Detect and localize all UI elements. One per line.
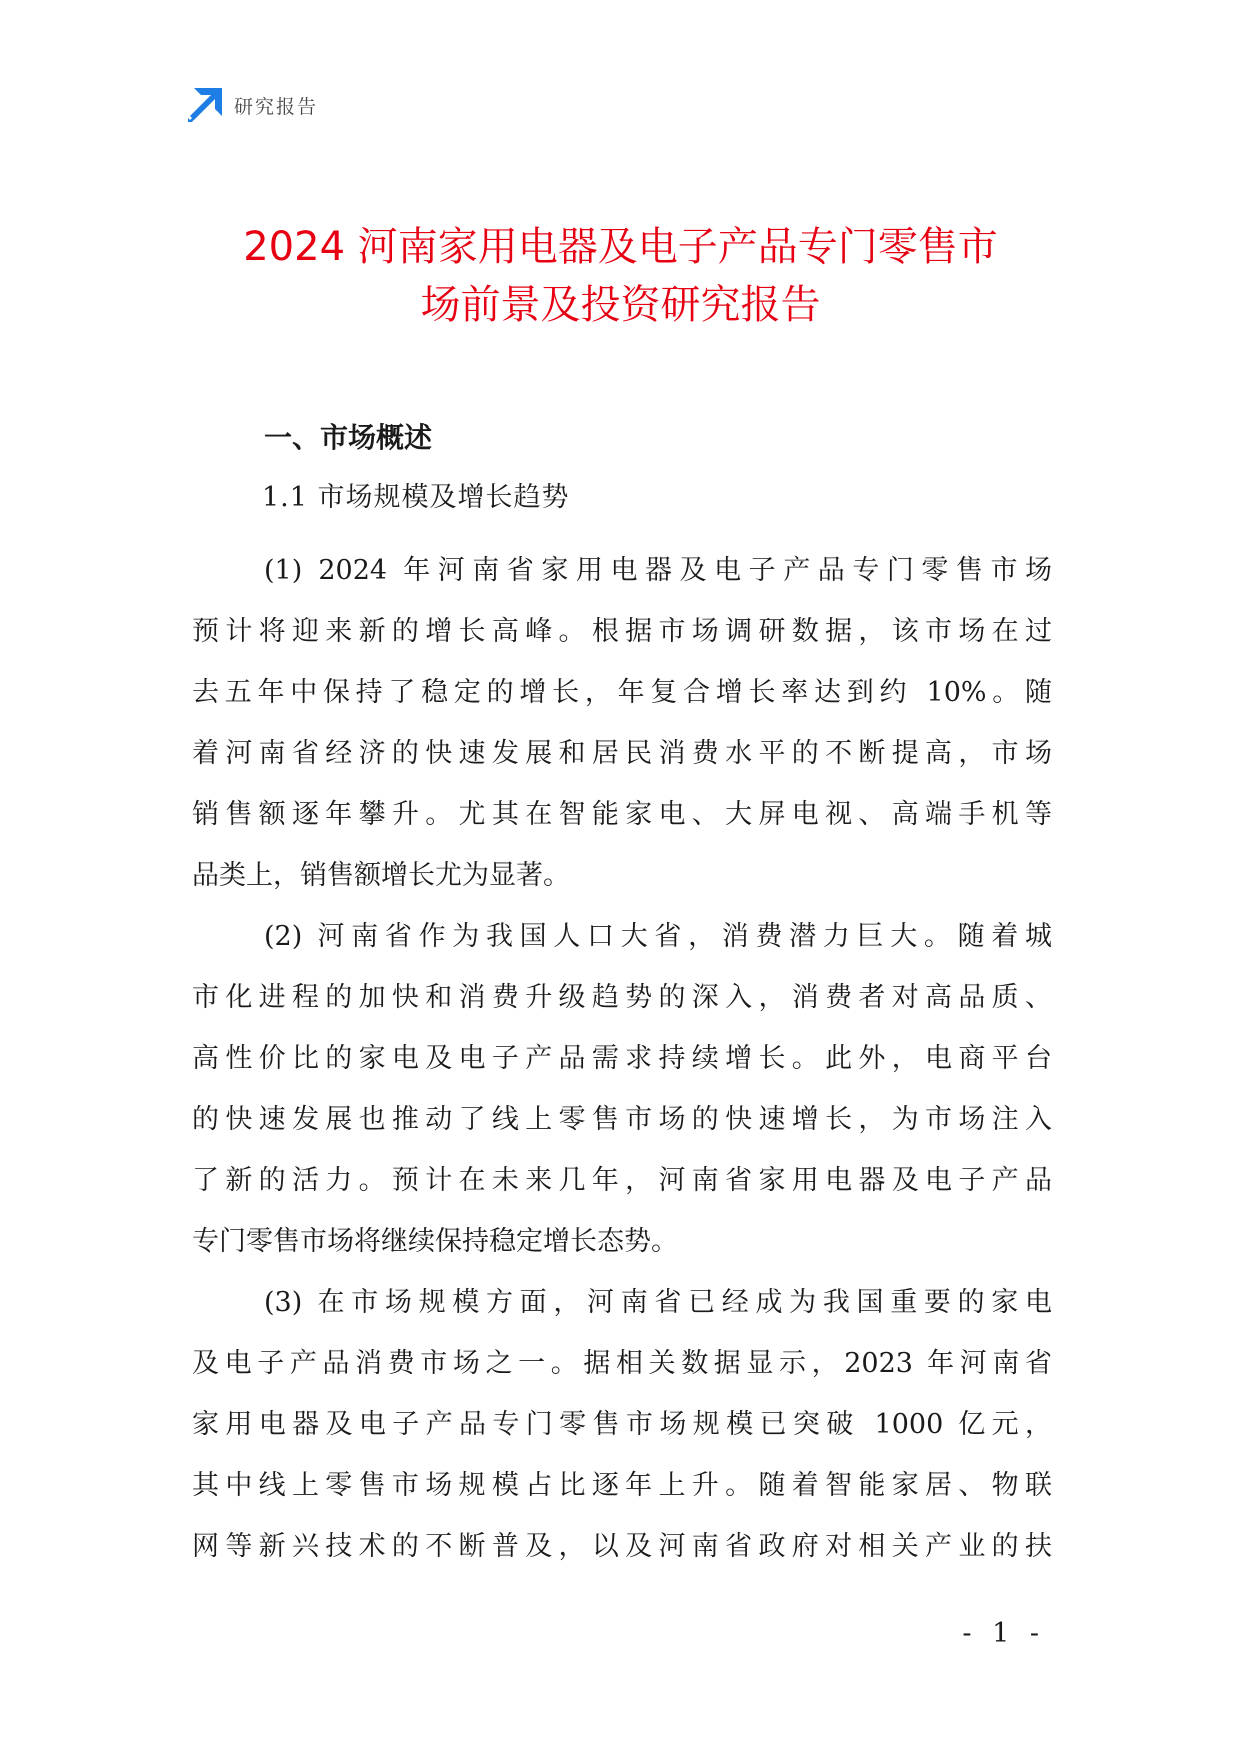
paragraph-line: 专门零售市场将继续保持稳定增长态势。 — [192, 1226, 678, 1257]
paragraph-line: 高性价比的家电及电子产品需求持续增长。此外，电商平台 — [192, 1043, 1052, 1074]
paragraph-line: 其中线上零售市场规模占比逐年上升。随着智能家居、物联 — [192, 1470, 1052, 1501]
paragraph-3 — [192, 1272, 1052, 1577]
document-body — [192, 418, 1052, 1577]
paragraph-line: 着河南省经济的快速发展和居民消费水平的不断提高，市场 — [192, 738, 1052, 769]
paragraph-line: 预计将迎来新的增长高峰。根据市场调研数据，该市场在过 — [192, 616, 1052, 647]
section-heading: 一、市场概述 — [264, 421, 433, 454]
paragraph-line: 家用电器及电子产品专门零售市场规模已突破 1000 亿元， — [192, 1409, 1052, 1440]
paragraph-line: 网等新兴技术的不断普及，以及河南省政府对相关产业的扶 — [192, 1531, 1052, 1562]
arrow-logo-icon — [188, 88, 222, 122]
subsection-heading: 1.1 市场规模及增长趋势 — [262, 482, 570, 513]
page-number: - 1 - — [962, 1618, 1045, 1649]
paragraph-line: (2) 河南省作为我国人口大省，消费潜力巨大。随着城 — [264, 921, 1052, 952]
title-line-1: 2024 河南家用电器及电子产品专门零售市 — [243, 224, 998, 270]
paragraph-line: 品类上，销售额增长尤为显著。 — [192, 860, 570, 891]
paragraph-line: (3) 在市场规模方面，河南省已经成为我国重要的家电 — [264, 1287, 1052, 1318]
document-title — [150, 218, 1091, 334]
paragraph-line: 及电子产品消费市场之一。据相关数据显示，2023 年河南省 — [192, 1348, 1052, 1379]
paragraph-2 — [192, 906, 1052, 1272]
paragraph-line: 了新的活力。预计在未来几年，河南省家用电器及电子产品 — [192, 1165, 1052, 1196]
paragraph-line: 市化进程的加快和消费升级趋势的深入，消费者对高品质、 — [192, 982, 1052, 1013]
paragraph-line: (1) 2024 年河南省家用电器及电子产品专门零售市场 — [264, 555, 1052, 586]
header-label: 研究报告 — [234, 95, 319, 118]
paragraph-line: 去五年中保持了稳定的增长，年复合增长率达到约 10%。随 — [192, 677, 1052, 708]
title-line-2: 场前景及投资研究报告 — [420, 282, 821, 328]
paragraph-line: 销售额逐年攀升。尤其在智能家电、大屏电视、高端手机等 — [192, 799, 1052, 830]
paragraph-1 — [192, 540, 1052, 906]
paragraph-line: 的快速发展也推动了线上零售市场的快速增长，为市场注入 — [192, 1104, 1052, 1135]
page-header — [188, 88, 318, 122]
